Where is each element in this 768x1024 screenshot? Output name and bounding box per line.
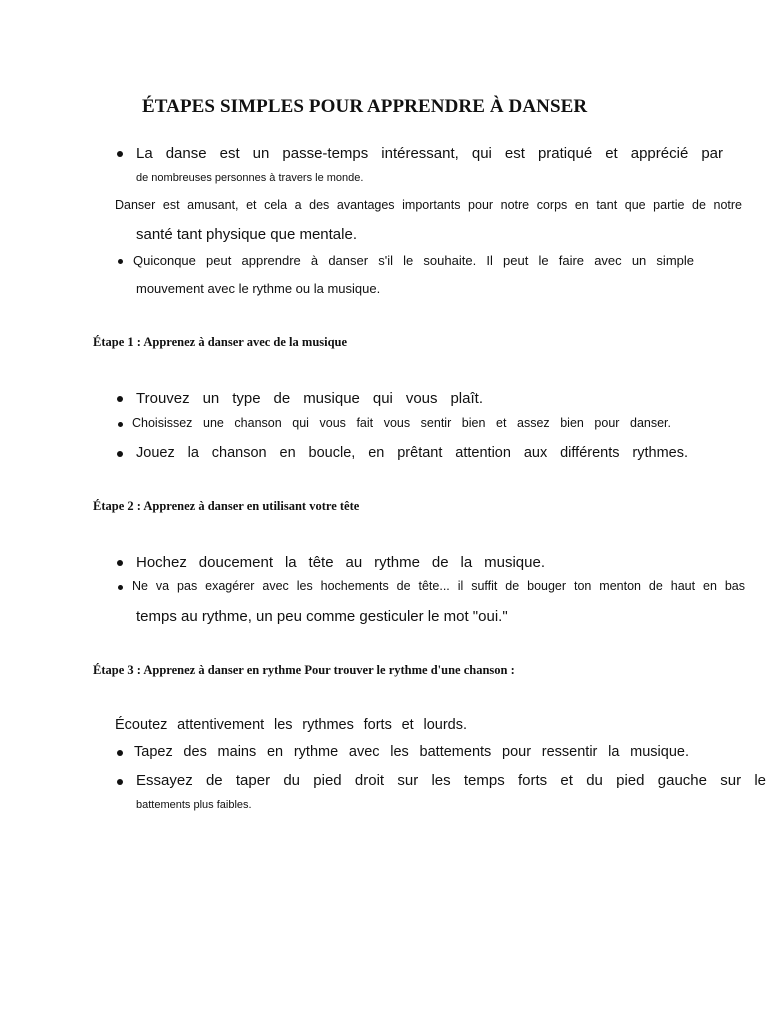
- intro-bullet-2-line-2: mouvement avec le rythme ou la musique.: [136, 281, 381, 296]
- step-3-item-1: Tapez des mains en rythme avec les battements pour ressentir la musique.: [134, 744, 689, 760]
- bullet-marker: [117, 451, 123, 457]
- bullet-marker: [117, 750, 123, 756]
- intro-paragraph-line-2: santé tant physique que mentale.: [136, 226, 357, 243]
- step-2-item-1: Hochez doucement la tête au rythme de la musique.: [136, 554, 545, 571]
- step-2-item-2-line-2: temps au rythme, un peu comme gesticuler le mot "oui.": [136, 608, 508, 625]
- intro-bullet-1-line-2: de nombreuses personnes à travers le monde.: [136, 172, 364, 184]
- step-1-item-3: Jouez la chanson en boucle, en prêtant attention aux différents rythmes.: [136, 445, 688, 461]
- bullet-marker: [118, 585, 123, 590]
- intro-paragraph-line-1: Danser est amusant, et cela a des avantages importants pour notre corps en tant que partie de notre: [115, 198, 742, 212]
- step-1-item-1: Trouvez un type de musique qui vous plaît.: [136, 390, 483, 407]
- step-3-heading: Étape 3 : Apprenez à danser en rythme Pour trouver le rythme d'une chanson :: [93, 663, 515, 677]
- bullet-marker: [117, 560, 123, 566]
- bullet-marker: [118, 259, 123, 264]
- intro-bullet-1-line-1: La danse est un passe-temps intéressant, qui est pratiqué et apprécié par: [136, 145, 723, 162]
- intro-bullet-2-line-1: Quiconque peut apprendre à danser s'il le souhaite. Il peut le faire avec un simple: [133, 253, 694, 268]
- step-2-heading: Étape 2 : Apprenez à danser en utilisant votre tête: [93, 499, 360, 513]
- page-title: ÉTAPES SIMPLES POUR APPRENDRE À DANSER: [142, 96, 588, 117]
- step-1-item-2: Choisissez une chanson qui vous fait vous sentir bien et assez bien pour danser.: [132, 416, 671, 430]
- step-3-item-2-line-1: Essayez de taper du pied droit sur les temps forts et du pied gauche sur le: [136, 772, 766, 789]
- bullet-marker: [117, 396, 123, 402]
- step-1-heading: Étape 1 : Apprenez à danser avec de la musique: [93, 335, 348, 349]
- step-2-item-2-line-1: Ne va pas exagérer avec les hochements de tête... il suffit de bouger ton menton de haut en bas: [132, 579, 745, 593]
- bullet-marker: [117, 779, 123, 785]
- step-3-paragraph: Écoutez attentivement les rythmes forts et lourds.: [115, 717, 467, 733]
- step-3-item-2-line-2: battements plus faibles.: [136, 799, 252, 811]
- bullet-marker: [117, 151, 123, 157]
- bullet-marker: [118, 422, 123, 427]
